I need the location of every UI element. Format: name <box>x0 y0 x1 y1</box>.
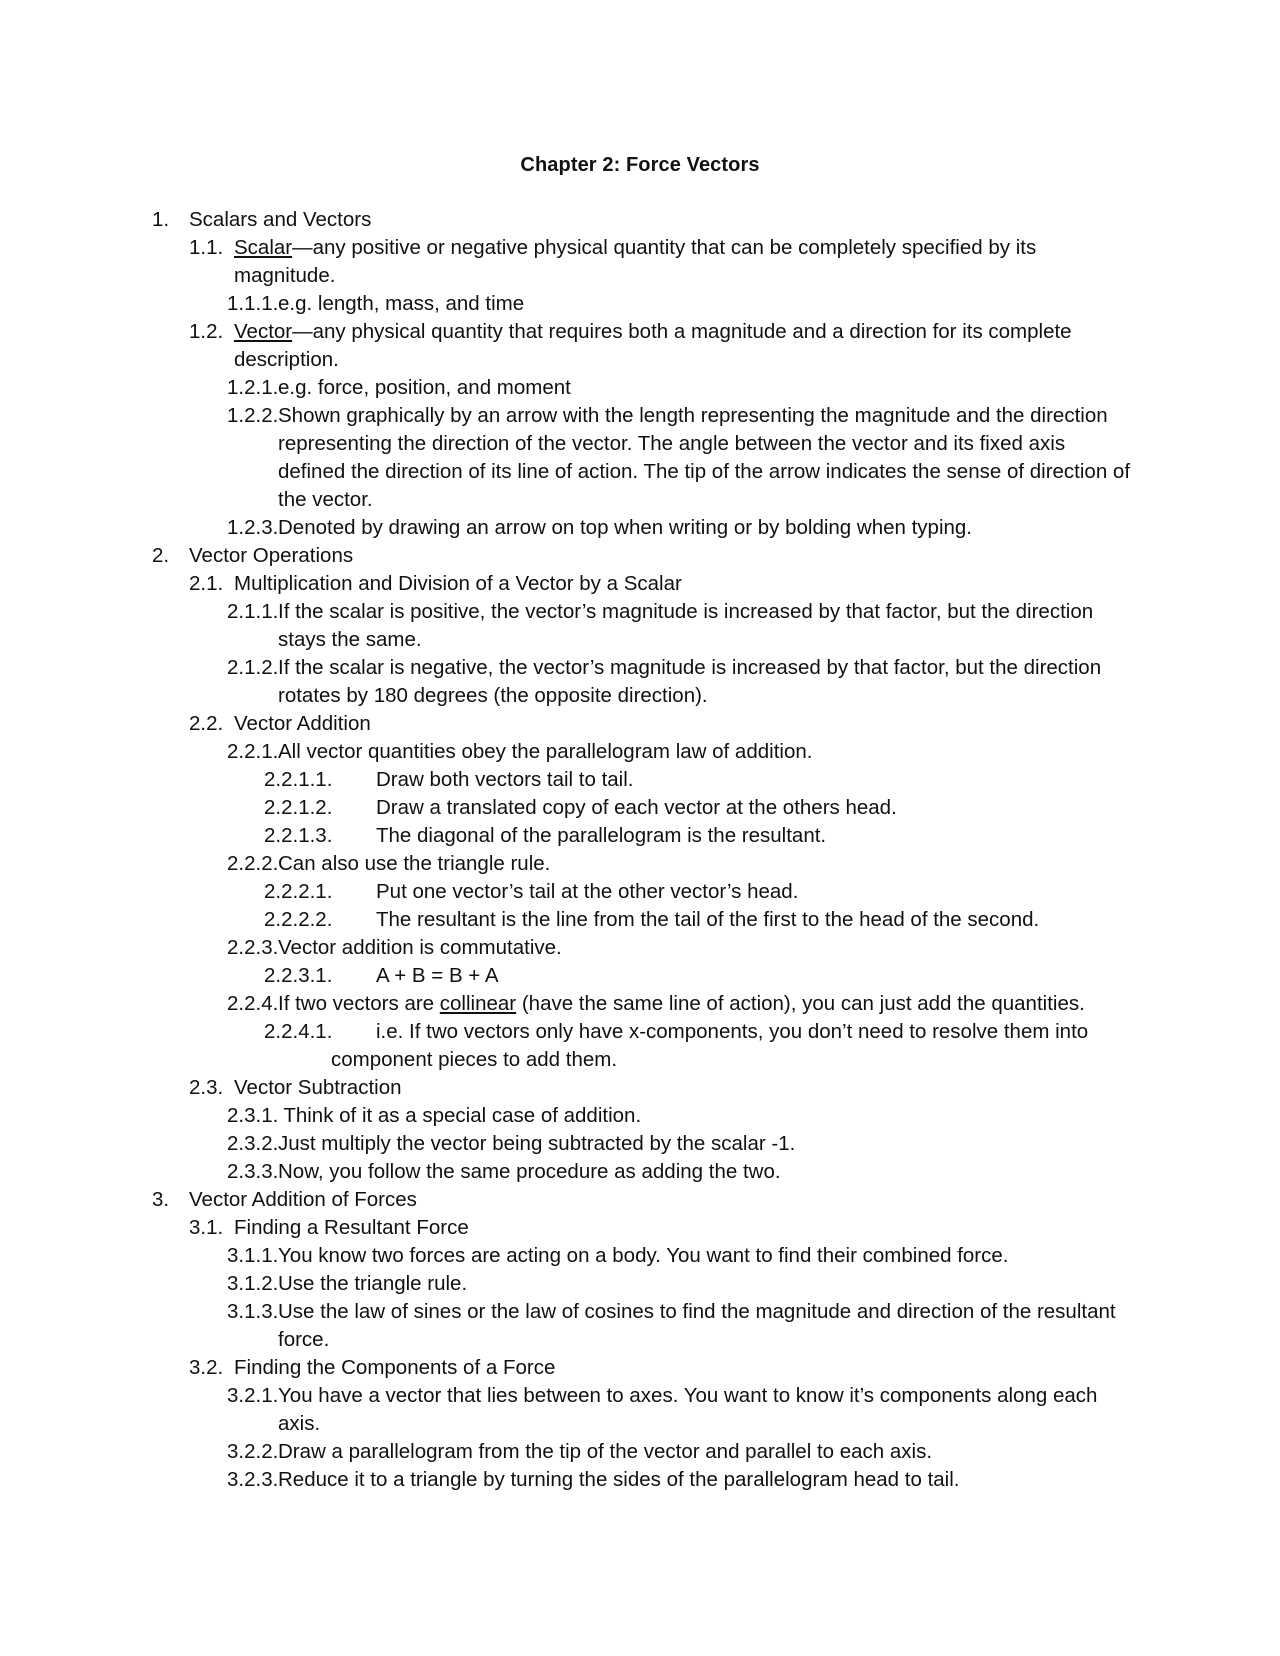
list-item <box>0 1074 1280 1102</box>
item-number: 2.3.3. <box>227 1160 279 1183</box>
list-item <box>0 1466 1280 1494</box>
item-text: Vector Addition <box>234 712 371 735</box>
term-vector: Vector <box>234 320 293 343</box>
item-number: 1.2.1. <box>227 376 279 399</box>
item-text: Draw a translated copy of each vector at the others head. <box>376 796 897 819</box>
item-number: 2.2.2.1. <box>264 880 333 903</box>
item-number: 2.2.1.3. <box>264 824 333 847</box>
item-number: 2.1.1. <box>227 600 279 623</box>
item-text: The resultant is the line from the tail of the first to the head of the second. <box>376 908 1040 931</box>
item-text: Reduce it to a triangle by turning the sides of the parallelogram head to tail. <box>278 1468 960 1491</box>
item-text: e.g. length, mass, and time <box>278 292 525 315</box>
list-item <box>0 766 1280 794</box>
item-number: 2.3.1. <box>227 1104 279 1127</box>
list-item <box>0 1158 1280 1186</box>
item-text: Use the triangle rule. <box>278 1272 468 1295</box>
term-collinear: collinear <box>439 992 517 1015</box>
list-item <box>0 1354 1280 1382</box>
list-item <box>0 234 1280 290</box>
item-text: Can also use the triangle rule. <box>278 852 551 875</box>
term-definition: —any positive or negative physical quantity that can be completely specified by its magnitude. <box>234 236 1037 287</box>
list-item <box>0 906 1280 934</box>
item-text <box>234 318 1114 374</box>
item-text: component pieces to add them. <box>331 1048 618 1071</box>
item-number: 1.2.3. <box>227 516 279 539</box>
item-text: Vector Subtraction <box>234 1076 402 1099</box>
list-item <box>0 962 1280 990</box>
page-title: Chapter 2: Force Vectors <box>520 154 760 176</box>
list-item <box>0 850 1280 878</box>
item-text: Now, you follow the same procedure as adding the two. <box>278 1160 781 1183</box>
item-text: All vector quantities obey the parallelogram law of addition. <box>278 740 813 763</box>
item-number: 1.2.2. <box>227 404 279 427</box>
list-item <box>0 934 1280 962</box>
item-number: 3.1.3. <box>227 1300 279 1323</box>
item-text: e.g. force, position, and moment <box>278 376 571 399</box>
list-item <box>0 878 1280 906</box>
item-number: 3.1. <box>189 1216 224 1239</box>
item-number: 2.2.3. <box>227 936 279 959</box>
item-number: 3.1.2. <box>227 1272 279 1295</box>
item-text: A + B = B + A <box>376 964 499 987</box>
item-text: If the scalar is negative, the vector’s magnitude is increased by that factor, but the direction rotates by 180 degrees (the opposite direction). <box>278 656 1102 707</box>
item-text: Shown graphically by an arrow with the length representing the magnitude and the direction representing the direction of the vector. The angle between the vector and its fixed axis defined the direction of its line of action. The tip of the arrow indicates the sense of direction of the vector. <box>278 404 1131 511</box>
list-item <box>0 710 1280 738</box>
list-item <box>0 514 1280 542</box>
item-number: 2.2. <box>189 712 224 735</box>
list-item <box>0 1270 1280 1298</box>
item-number: 2.2.4. <box>227 992 279 1015</box>
item-text: Vector addition is commutative. <box>278 936 562 959</box>
item-text: Think of it as a special case of addition. <box>278 1104 642 1127</box>
item-text: Denoted by drawing an arrow on top when writing or by bolding when typing. <box>278 516 972 539</box>
item-number: 1.2. <box>189 320 224 343</box>
item-number: 2.2.3.1. <box>264 964 333 987</box>
outline-list <box>0 206 1280 1494</box>
item-text: The diagonal of the parallelogram is the resultant. <box>376 824 827 847</box>
item-number: 2.2.4.1. <box>264 1020 333 1043</box>
list-item <box>0 318 1280 374</box>
list-item <box>0 1018 1280 1046</box>
item-text: If the scalar is positive, the vector’s magnitude is increased by that factor, but the direction stays the same. <box>278 600 1094 651</box>
item-number: 3.2.2. <box>227 1440 279 1463</box>
item-number: 1. <box>152 208 170 231</box>
list-item <box>0 1242 1280 1270</box>
list-item <box>0 290 1280 318</box>
item-text-lead: If two vectors are <box>278 992 440 1015</box>
item-text: Finding the Components of a Force <box>234 1356 556 1379</box>
item-text: Just multiply the vector being subtracted by the scalar -1. <box>278 1132 796 1155</box>
item-text: Use the law of sines or the law of cosines to find the magnitude and direction of the resultant force. <box>278 1300 1116 1351</box>
list-item <box>0 206 1280 234</box>
term-definition: —any physical quantity that requires both a magnitude and a direction for its complete description. <box>234 320 1072 371</box>
item-number: 2.2.1. <box>227 740 279 763</box>
item-number: 3.2. <box>189 1356 224 1379</box>
list-item <box>0 822 1280 850</box>
list-item <box>0 542 1280 570</box>
list-item <box>0 738 1280 766</box>
item-number: 2.3.2. <box>227 1132 279 1155</box>
item-text <box>234 234 1114 290</box>
item-number: 1.1.1. <box>227 292 279 315</box>
item-text: Draw a parallelogram from the tip of the vector and parallel to each axis. <box>278 1440 933 1463</box>
list-item <box>0 654 1280 710</box>
list-item <box>0 374 1280 402</box>
item-text: Finding a Resultant Force <box>234 1216 469 1239</box>
item-number: 1.1. <box>189 236 224 259</box>
item-text: You have a vector that lies between to axes. You want to know it’s components along each axis. <box>278 1384 1098 1435</box>
item-text <box>278 990 1133 1018</box>
item-text: i.e. If two vectors only have x-components, you don’t need to resolve them into <box>376 1020 1089 1043</box>
list-item <box>0 794 1280 822</box>
list-item <box>0 402 1280 514</box>
list-item <box>0 1214 1280 1242</box>
list-item <box>0 598 1280 654</box>
item-number: 2.3. <box>189 1076 224 1099</box>
item-text: Put one vector’s tail at the other vector’s head. <box>376 880 799 903</box>
item-number: 2.2.1.2. <box>264 796 333 819</box>
item-text: You know two forces are acting on a body. You want to find their combined force. <box>278 1244 1009 1267</box>
list-item <box>0 1382 1280 1438</box>
item-number: 3.2.1. <box>227 1384 279 1407</box>
item-text: Vector Addition of Forces <box>189 1188 417 1211</box>
list-item <box>0 1298 1280 1354</box>
item-number: 3.2.3. <box>227 1468 279 1491</box>
list-item <box>0 990 1280 1018</box>
list-item <box>0 1130 1280 1158</box>
item-text: Draw both vectors tail to tail. <box>376 768 634 791</box>
item-number: 2.2.2. <box>227 852 279 875</box>
item-number: 3.1.1. <box>227 1244 279 1267</box>
item-text: Scalars and Vectors <box>189 208 372 231</box>
list-item <box>0 1102 1280 1130</box>
item-number: 3. <box>152 1188 170 1211</box>
item-number: 2.1.2. <box>227 656 279 679</box>
item-number: 2.2.1.1. <box>264 768 333 791</box>
item-number: 2.2.2.2. <box>264 908 333 931</box>
item-text: Multiplication and Division of a Vector by a Scalar <box>234 572 682 595</box>
item-text: Vector Operations <box>189 544 354 567</box>
item-number: 2. <box>152 544 170 567</box>
item-number: 2.1. <box>189 572 224 595</box>
list-item <box>0 570 1280 598</box>
item-text-tail: (have the same line of action), you can just add the quantities. <box>516 992 1085 1015</box>
list-item-continuation <box>0 1046 1280 1074</box>
list-item <box>0 1186 1280 1214</box>
list-item <box>0 1438 1280 1466</box>
term-scalar: Scalar <box>234 236 293 259</box>
